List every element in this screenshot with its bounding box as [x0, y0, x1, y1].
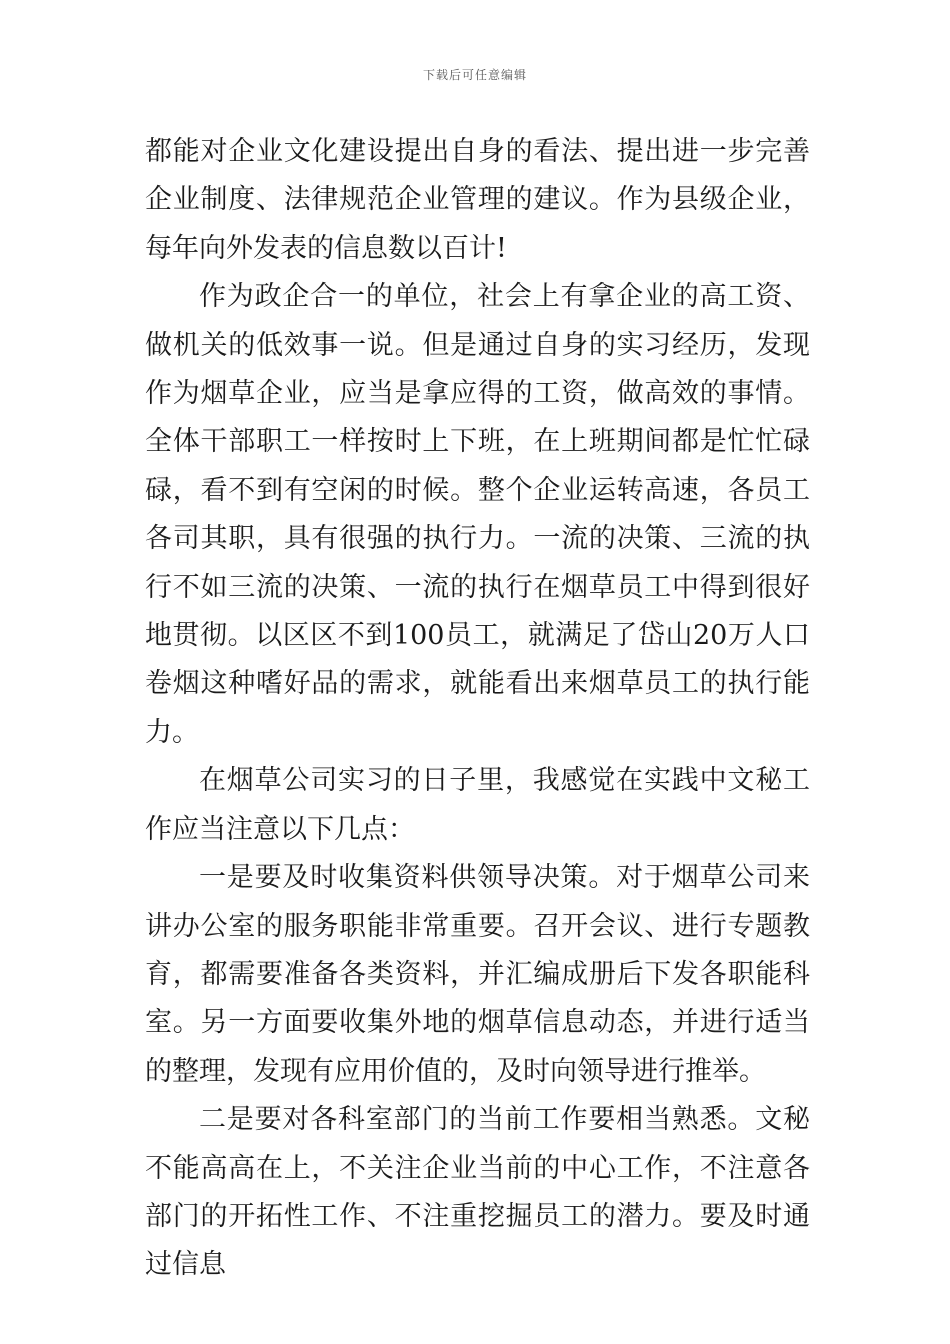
page-header-note: 下载后可任意编辑 [422, 68, 527, 82]
document-body [145, 128, 810, 1290]
paragraph: 作为政企合一的单位，社会上有拿企业的高工资、做机关的低效事一说。但是通过自身的实习经历，发现作为烟草企业，应当是拿应得的工资，做高效的事情。全体干部职工一样按时上下班，在上班期间都是忙忙碌碌，看不到有空闲的时候。整个企业运转高速，各员工各司其职，具有很强的执行力。一流的决策、三流的执行不如三流的决策、一流的执行在烟草员工中得到很好地贯彻。以区区不到100员工，就满足了岱山20万人口卷烟这种嗜好品的需求，就能看出来烟草员工的执行能力。 [145, 281, 810, 748]
paragraph-continuation: 都能对企业文化建设提出自身的看法、提出进一步完善企业制度、法律规范企业管理的建议。作为县级企业，每年向外发表的信息数以百计! [145, 136, 810, 264]
paragraph: 在烟草公司实习的日子里，我感觉在实践中文秘工作应当注意以下几点： [145, 765, 810, 845]
paragraph: 一是要及时收集资料供领导决策。对于烟草公司来讲办公室的服务职能非常重要。召开会议、进行专题教育，都需要准备各类资料，并汇编成册后下发各职能科室。另一方面要收集外地的烟草信息动态，并进行适当的整理，发现有应用价值的，及时向领导进行推举。 [145, 862, 810, 1087]
paragraph: 二是要对各科室部门的当前工作要相当熟悉。文秘不能高高在上，不关注企业当前的中心工作，不注意各部门的开拓性工作、不注重挖掘员工的潜力。要及时通过信息 [145, 1104, 810, 1281]
